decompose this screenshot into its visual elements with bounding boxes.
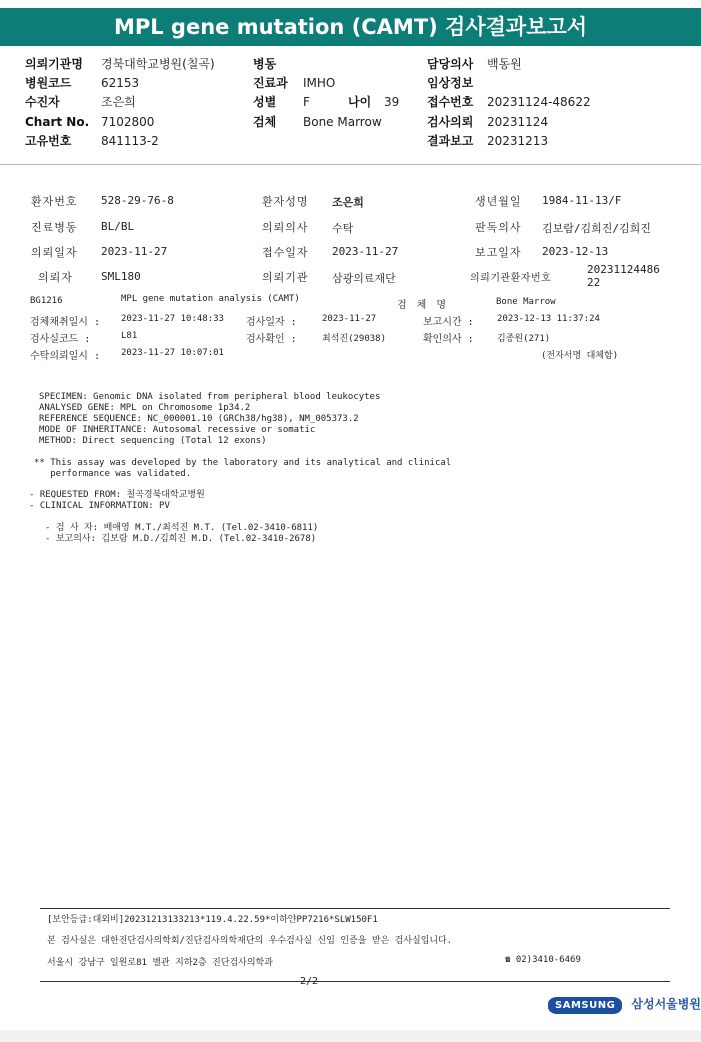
header-label: 병동 xyxy=(253,57,277,71)
patient-value: BL/BL xyxy=(101,220,135,233)
report-gene: ANALYSED GENE: MPL on Chromosome 1p34.2 xyxy=(39,403,251,413)
patient-value: 조은희 xyxy=(332,196,364,209)
header-value: 조은희 xyxy=(101,95,136,109)
header-label: 임상정보 xyxy=(427,76,474,90)
header-label: Chart No. xyxy=(25,115,90,129)
patient-value: 김보람/김희진/김희진 xyxy=(542,222,651,235)
patient-value: 삼광의료재단 xyxy=(332,272,396,285)
patient-label: 판독의사 xyxy=(475,221,522,234)
report-inheritance: MODE OF INHERITANCE: Autosomal recessive or somatic xyxy=(39,425,316,435)
report-specimen: SPECIMEN: Genomic DNA isolated from peripheral blood leukocytes xyxy=(39,392,381,402)
patient-value: 2023-11-27 xyxy=(101,245,168,258)
header-value: 62153 xyxy=(101,76,140,90)
header-label: 검사의뢰 xyxy=(427,115,474,129)
patient-label: 진료병동 xyxy=(31,221,78,234)
report-reference: REFERENCE SEQUENCE: NC_000001.10 (GRCh38/hg38), NM_005373.2 xyxy=(39,414,359,424)
address-line: 서울시 강남구 일원로81 별관 지하2층 진단검사의학과 xyxy=(47,958,273,968)
receive-value: 2023-11-27 10:07:01 xyxy=(121,348,224,358)
header-value: 백동원 xyxy=(487,57,522,71)
patient-label: 의뢰기관환자번호 xyxy=(470,273,552,284)
patient-label: 생년월일 xyxy=(475,195,522,208)
header-value: F xyxy=(303,95,310,109)
header-value: 경북대학교병원(칠곡) xyxy=(101,57,215,71)
patient-label: 보고일자 xyxy=(475,246,522,259)
patient-label: 의뢰자 xyxy=(38,271,73,284)
assay-note: ** This assay was developed by the laboratory and its analytical and clinical xyxy=(34,458,452,468)
doctor-label: 확인의사 : xyxy=(423,334,474,345)
collect-value: 2023-11-27 10:48:33 xyxy=(121,314,224,324)
tester-line: - 검 사 자: 배애영 M.T./최석진 M.T. (Tel.02-3410-6811) xyxy=(45,523,319,533)
room-value: L81 xyxy=(121,331,138,341)
header-label: 병원코드 xyxy=(25,76,72,90)
test-name: MPL gene mutation analysis (CAMT) xyxy=(121,294,300,304)
room-label: 검사실코드 : xyxy=(30,334,91,345)
confirm-label: 검사확인 : xyxy=(246,334,297,345)
specimen-value: Bone Marrow xyxy=(496,297,556,307)
header-label: 접수번호 xyxy=(427,95,474,109)
patient-value: 2023112448622 xyxy=(587,263,660,289)
samsung-logo-text: SAMSUNG xyxy=(548,997,622,1014)
header-label: 의뢰기관명 xyxy=(25,57,83,71)
header-label: 고유번호 xyxy=(25,134,72,148)
header-label: 결과보고 xyxy=(427,134,474,148)
header-value: 20231213 xyxy=(487,134,549,148)
confirm-value: 최석진(29038) xyxy=(322,334,387,344)
age-value: 39 xyxy=(384,95,400,109)
test-date-label: 검사일자 : xyxy=(246,317,297,328)
report-method: METHOD: Direct sequencing (Total 12 exons) xyxy=(39,436,267,446)
patient-value: 2023-12-13 xyxy=(542,245,609,258)
requested-from: - REQUESTED FROM: 칠곡경북대학교병원 xyxy=(29,490,205,500)
test-code: BG1216 xyxy=(30,296,63,306)
patient-label: 환자성명 xyxy=(262,195,309,208)
header-label: 담당의사 xyxy=(427,57,474,71)
patient-label: 접수일자 xyxy=(262,246,309,259)
header-label: 진료과 xyxy=(253,76,288,90)
header-value: Bone Marrow xyxy=(303,115,382,129)
patient-value: 수탁 xyxy=(332,222,354,235)
header-label: 검체 xyxy=(253,115,277,129)
doctor-value: 김종원(271) xyxy=(497,334,551,344)
collect-label: 검체채취일시 : xyxy=(30,317,101,328)
assay-note: performance was validated. xyxy=(34,469,192,479)
header-value: IMHO xyxy=(303,76,336,90)
patient-label: 의뢰일자 xyxy=(31,246,78,259)
report-title: MPL gene mutation (CAMT) 검사결과보고서 xyxy=(0,8,701,46)
patient-value: 2023-11-27 xyxy=(332,245,399,258)
patient-value: 528-29-76-8 xyxy=(101,194,174,207)
report-time-label: 보고시간 : xyxy=(423,317,474,328)
patient-value: 1984-11-13/F xyxy=(542,194,622,207)
header-value: 20231124-48622 xyxy=(487,95,591,109)
certification-line: 본 검사실은 대한진단검사의학회/진단검사의학재단의 우수검사실 신임 인증을 받은 검사실입니다. xyxy=(47,936,453,946)
phone-line: ☎ 02)3410-6469 xyxy=(505,955,581,965)
reporter-line: - 보고의사: 김보람 M.D./김희진 M.D. (Tel.02-3410-2678) xyxy=(45,534,317,544)
divider xyxy=(0,164,701,165)
hospital-logo xyxy=(548,993,701,1014)
test-date-value: 2023-11-27 xyxy=(322,314,377,324)
header-label: 수진자 xyxy=(25,95,60,109)
patient-label: 의뢰의사 xyxy=(262,221,309,234)
report-time-value: 2023-12-13 11:37:24 xyxy=(497,314,600,324)
header-value: 20231124 xyxy=(487,115,549,129)
patient-label: 환자번호 xyxy=(31,195,78,208)
header-value: 841113-2 xyxy=(101,134,159,148)
signature-note: (전자서명 대체함) xyxy=(541,351,619,361)
header-value: 7102800 xyxy=(101,115,155,129)
receive-label: 수탁의뢰일시 : xyxy=(30,351,101,362)
page-number: 2/2 xyxy=(300,976,319,987)
patient-label: 의뢰기관 xyxy=(262,271,309,284)
bottom-band xyxy=(0,1030,701,1042)
specimen-label: 검 체 명 xyxy=(397,300,449,311)
patient-value: SML180 xyxy=(101,270,141,283)
age-label: 나이 xyxy=(348,95,372,109)
hospital-name: 삼성서울병원 xyxy=(631,997,701,1011)
security-line: [보안등급:대외비]20231213133213*119.4.22.59*이하얀PP7216*SLW150F1 xyxy=(47,915,378,925)
header-label: 성별 xyxy=(253,95,277,109)
clinical-info: - CLINICAL INFORMATION: PV xyxy=(29,501,170,511)
